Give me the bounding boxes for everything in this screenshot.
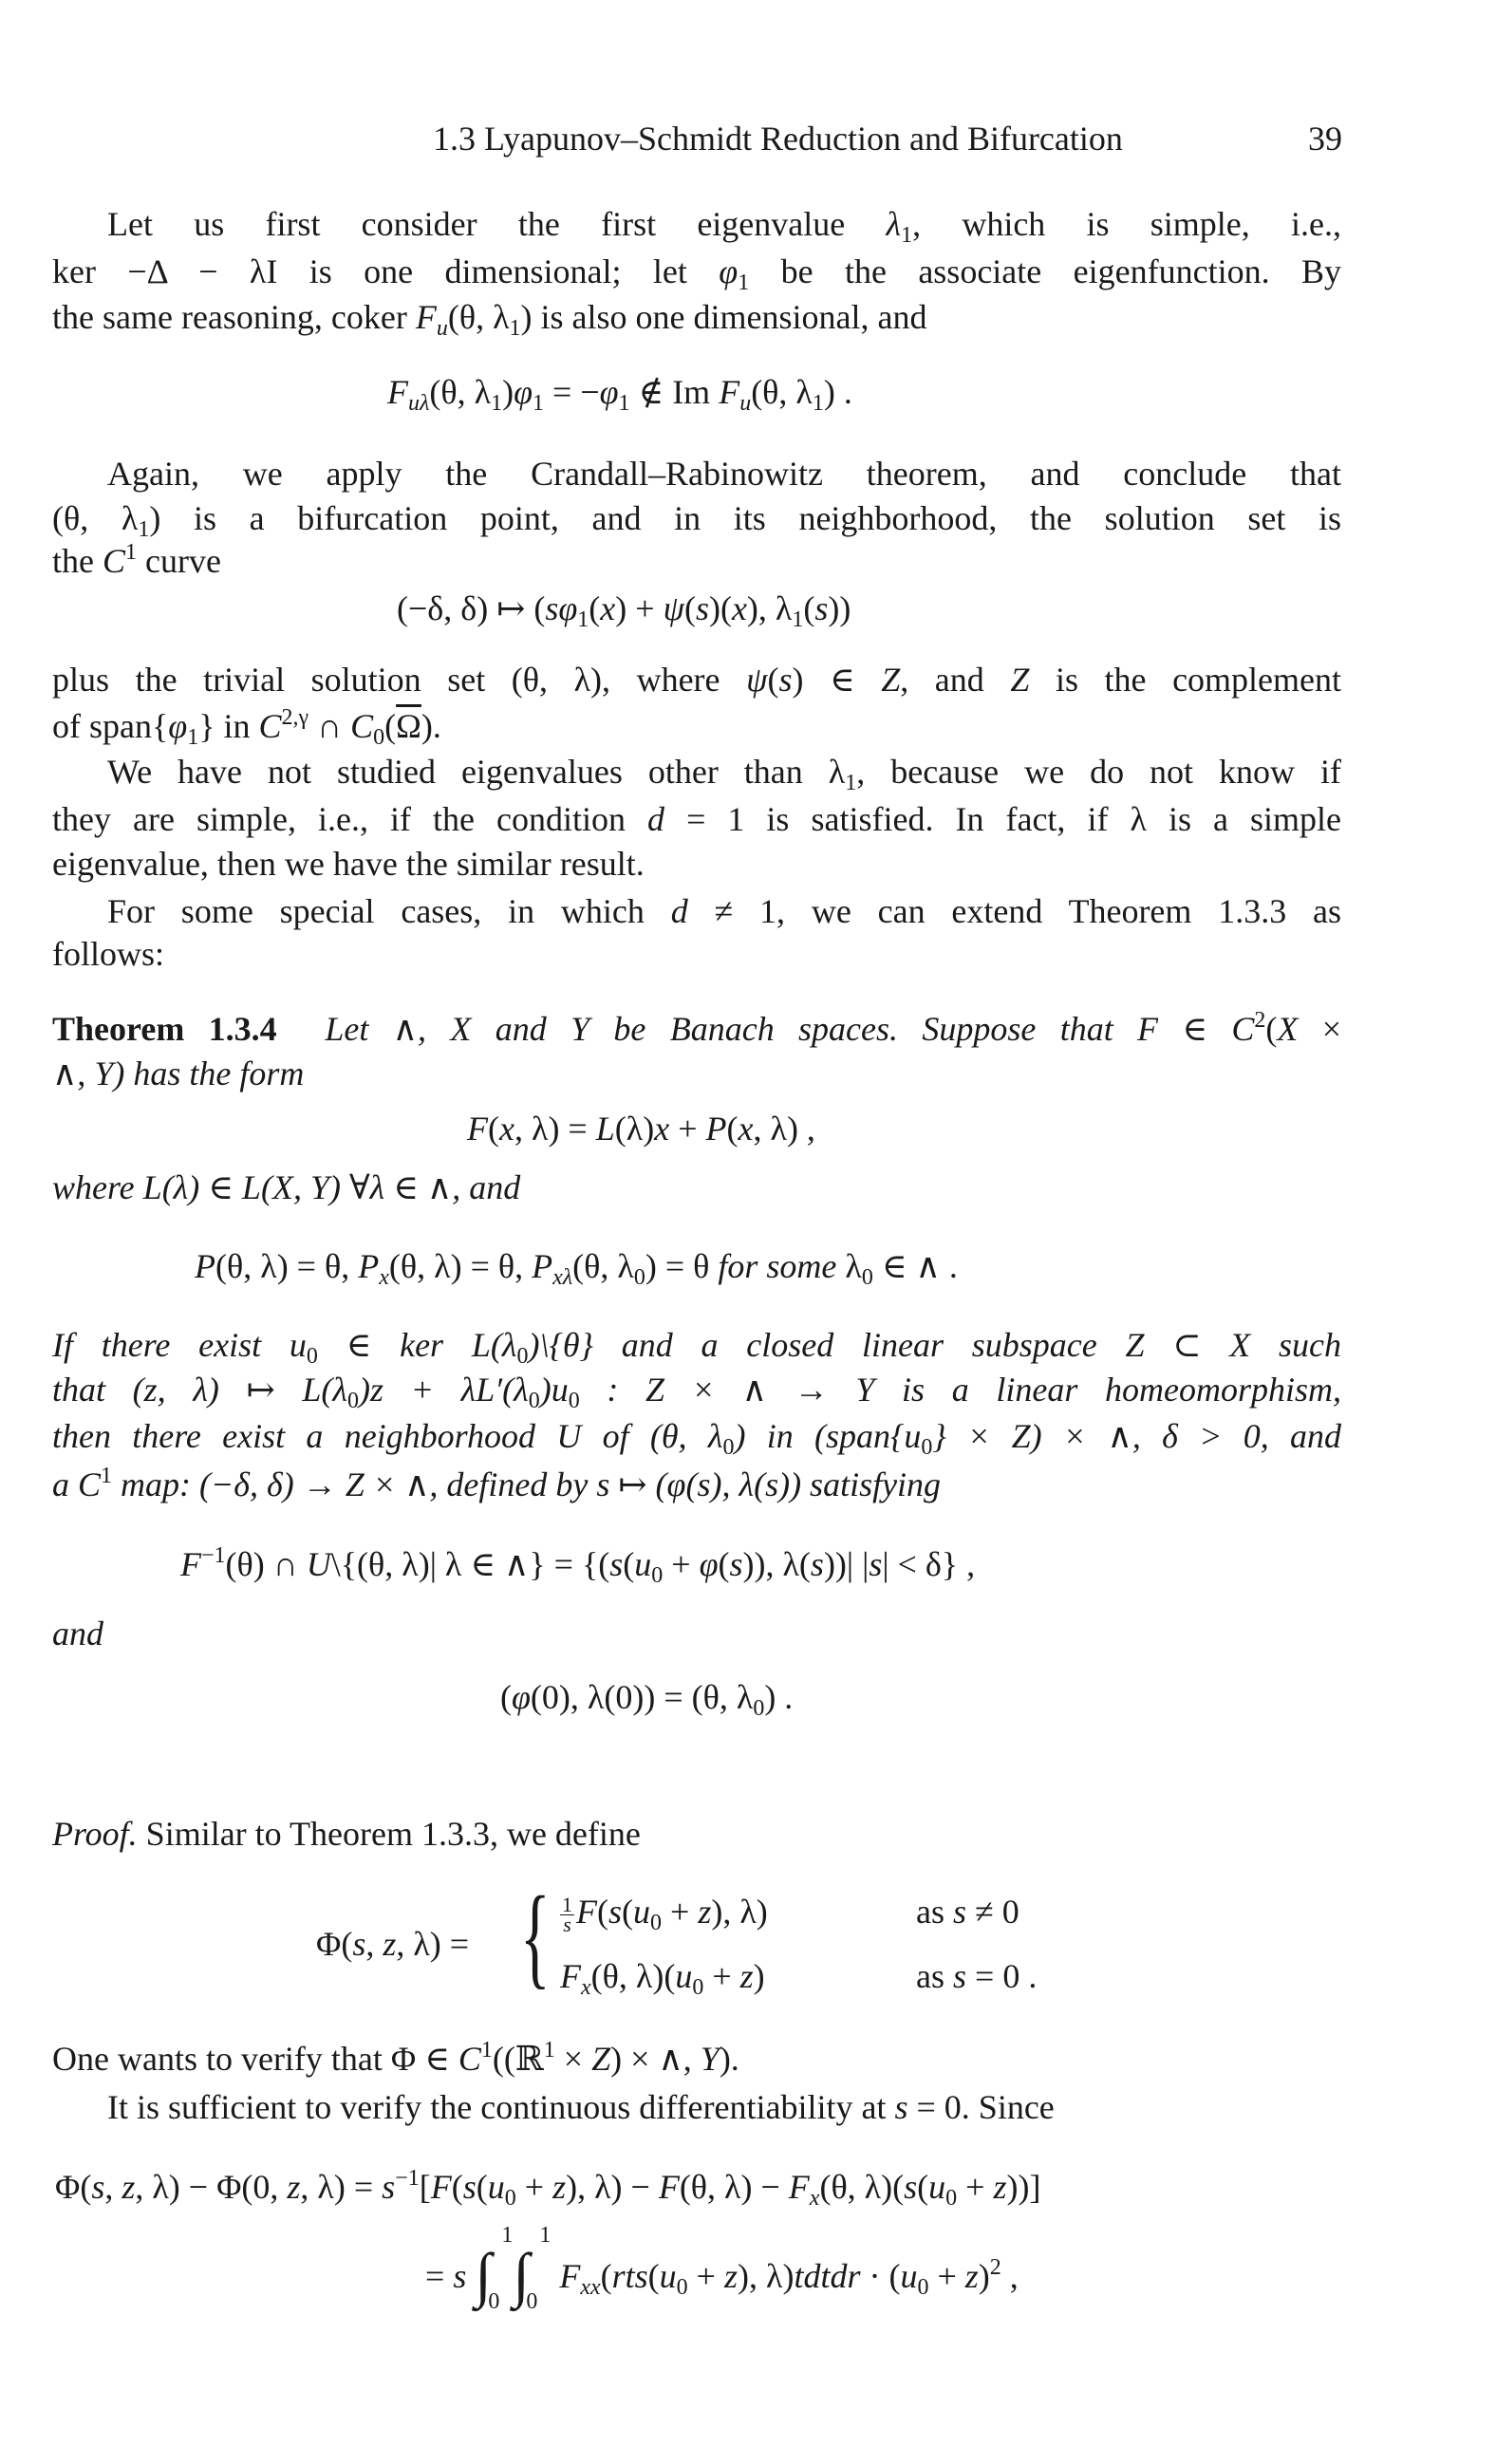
para1-line3: the same reasoning, coker $F_u(\theta$, $\lambda_1$) is also one dimensional, and	[52, 298, 927, 341]
fraction-one-over-s: $\frac{1}{s}$	[562, 1893, 572, 1937]
para4-line2: follows:	[52, 935, 165, 973]
theorem-cond-line2: that (z, λ) ↦ $L(\lambda_0)z + \lambda L'(\lambda_0)u_0$ : Z × ∧ → Y is a linear homeomorphism,	[52, 1371, 1341, 1413]
theorem-cond-line3: then there exist a neighborhood U of (θ, $\lambda_0$) in $(span\{u_0\} \times Z)$ × ∧, δ > 0, and	[52, 1417, 1341, 1460]
left-brace: {	[520, 1873, 551, 1999]
para1-line1: Let us first consider the first eigenvalue $\lambda_1$, which is simple, i.e.,	[107, 205, 1341, 248]
proof-verify-line: One wants to verify that Φ ∈ $C^1((ℝ^1 \times Z)$ × ∧, Y).	[52, 2038, 739, 2078]
equation-P-conditions: P(θ, λ) = θ, $P_x(\theta$, λ) = θ, $P_{x\lambda}(\theta$, $\lambda_0) = \theta$ for some $\lambda_0$ ∈ ∧ .	[195, 1247, 958, 1290]
proof-sufficient-line: It is sufficient to verify the continuous differentiability at s = 0. Since	[107, 2088, 1055, 2126]
theorem-line2: ∧, Y) has the form	[52, 1055, 305, 1092]
phi-definition-lhs: Φ(s, z, λ) =	[316, 1925, 470, 1963]
para2-line1: Again, we apply the Crandall–Rabinowitz theorem, and conclude that	[107, 455, 1341, 493]
phi-case2-expr: $F_x(\theta$, $\lambda)(u_0 + z)$	[560, 1957, 765, 2000]
integral-sign-outer: ∫ 1 0	[475, 2223, 514, 2314]
equation-initial-condition: (φ(0), λ(0)) = (θ, $\lambda_0$) .	[500, 1678, 794, 1721]
phi-case1-condition: as s ≠ 0	[916, 1893, 1019, 1931]
page-number: 39	[1308, 120, 1342, 158]
proof-line1: Proof. Similar to Theorem 1.3.3, we define	[52, 1815, 641, 1853]
theorem-cond-line1: If there exist $u_0$ ∈ ker $L(\lambda_0)\backslash\{\theta\}$ and a closed linear subspace Z ⊂ X such	[52, 1326, 1342, 1369]
equation-double-integral: = s ∫ 1 0 ∫ 1 0 $F_{xx}(rts(u_0 + z)$, λ)tdtdr · $(u_0 + z)^2$ ,	[425, 2223, 1019, 2314]
para1-line2: ker −Δ − λI is one dimensional; let $\varphi_1$ be the associate eigenfunction. By	[52, 252, 1341, 295]
para2b-line1: plus the trivial solution set (θ, λ), where ψ(s) ∈ Z, and Z is the complement	[52, 661, 1342, 699]
phi-case1-expr: $\frac{1}{s}$ $F(s(u_0 + z)$, λ)	[562, 1893, 768, 1937]
equation-c1-curve: (−δ, δ) ↦ ($s\varphi_1(x) + \psi(s)(x)$, $\lambda_1(s)$)	[397, 589, 851, 632]
para2-line3: the $C^1$ curve	[52, 540, 221, 580]
integral-sign-inner: ∫ 1 0	[513, 2223, 552, 2314]
equation-F-form: F(x, λ) = L(λ)x + P(x, λ) ,	[467, 1110, 815, 1148]
para2-line2: (θ, $\lambda_1$) is a bifurcation point, and in its neighborhood, the solution set is	[52, 499, 1342, 542]
para3-line1: We have not studied eigenvalues other than $\lambda_1$, because we do not know if	[107, 753, 1342, 795]
theorem-cond-line4: a $C^1$ map: (−δ, δ) → Z × ∧, defined by s ↦ (φ(s), λ(s)) satisfying	[52, 1464, 942, 1503]
phi-case2-condition: as s = 0 .	[916, 1957, 1038, 1995]
theorem-label: Theorem 1.3.4	[52, 1010, 277, 1048]
equation-inverse-image: $F^{-1}(\theta)$ ∩ U\{(θ, λ)| λ ∈ ∧} = {($s(u_0 + \varphi(s))$, λ(s))| |s| < δ} ,	[180, 1543, 976, 1588]
para2b-line2: of $span\{\varphi_1\}$ in $C^{2,\gamma}$ ∩ $C_0(\overline{\Omega})$.	[52, 705, 441, 750]
equation-fulambda: $F_{u\lambda}(\theta$, $\lambda_1)\varphi_1 = -\varphi_1$ ∉ Im $F_u(\theta$, $\lambda_1$) .	[387, 373, 852, 416]
theorem-and: and	[52, 1615, 103, 1652]
para3-line3: eigenvalue, then we have the similar result.	[52, 845, 645, 883]
equation-phi-difference: Φ(s, z, λ) − Φ(0, z, $\lambda) = s^{-1}[F(s(u_0 + z)$, λ) − F(θ, $\lambda) - F_x(\theta$, $\lambda)(s(u_0 + z))$]	[55, 2166, 1041, 2211]
theorem-line1: Theorem 1.3.4 Let ∧, X and Y be Banach spaces. Suppose that F ∈ $C^2(X$ ×	[52, 1008, 1342, 1048]
running-title: 1.3 Lyapunov–Schmidt Reduction and Bifurcation	[433, 120, 1123, 158]
para3-line2: they are simple, i.e., if the condition d = 1 is satisfied. In fact, if λ is a simple	[52, 800, 1341, 838]
para4-line1: For some special cases, in which d ≠ 1, we can extend Theorem 1.3.3 as	[107, 892, 1341, 930]
theorem-where-line: where L(λ) ∈ L(X, Y) ∀λ ∈ ∧, and	[52, 1168, 521, 1206]
proof-label: Proof.	[52, 1815, 138, 1853]
